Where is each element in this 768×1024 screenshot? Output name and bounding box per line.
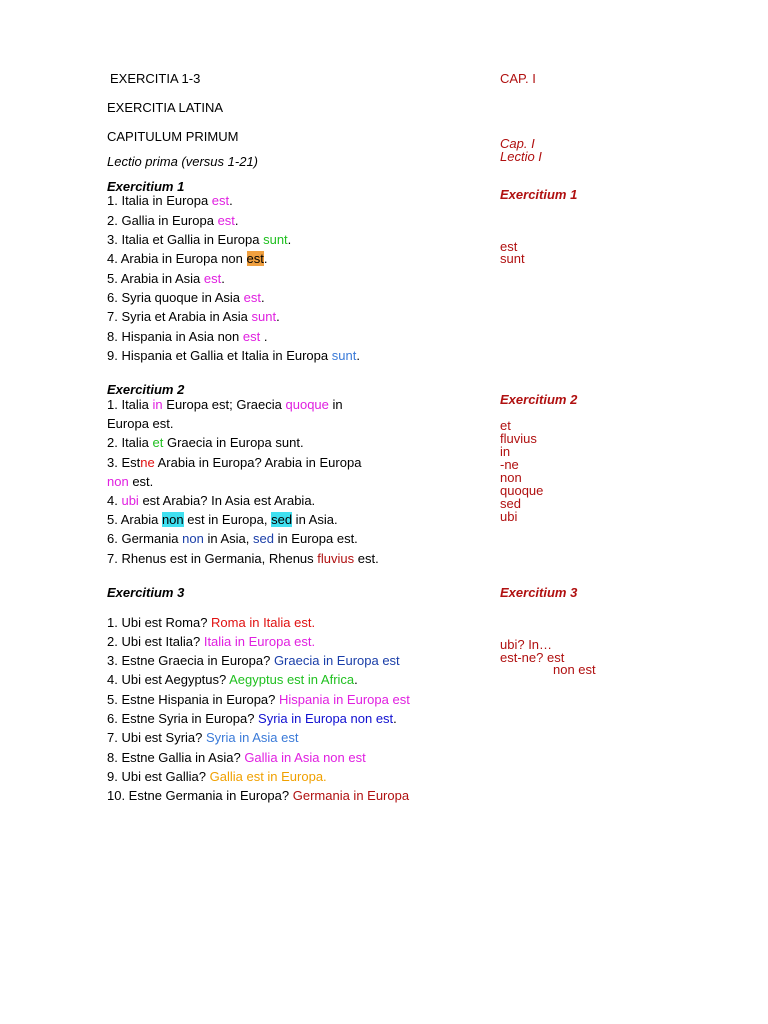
- ex3-line: 6. Estne Syria in Europa? Syria in Europa non est.: [107, 711, 397, 726]
- ex2-line: non est.: [107, 474, 154, 489]
- ex2-line: 7. Rhenus est in Germania, Rhenus fluvius est.: [107, 551, 379, 566]
- ex2-title: Exercitium 2: [107, 382, 185, 397]
- ex3-title: Exercitium 3: [107, 585, 185, 600]
- ex2-line: 2. Italia et Graecia in Europa sunt.: [107, 435, 304, 450]
- margin-cap-top: CAP. I: [500, 71, 536, 86]
- ex3-line: 7. Ubi est Syria? Syria in Asia est: [107, 730, 299, 745]
- ex1-line: 4. Arabia in Europa non est.: [107, 251, 268, 266]
- margin-ex3-word: est-ne? est: [500, 650, 565, 665]
- ex1-line: 5. Arabia in Asia est.: [107, 271, 225, 286]
- margin-ex2-word: sed: [500, 496, 521, 511]
- ex1-line: 2. Gallia in Europa est.: [107, 213, 239, 228]
- margin-lectio: Lectio I: [500, 149, 542, 164]
- margin-ex2-title: Exercitium 2: [500, 392, 578, 407]
- margin-cap: Cap. I: [500, 136, 535, 151]
- margin-ex2-word: -ne: [500, 457, 519, 472]
- ex2-line: Europa est.: [107, 416, 174, 431]
- margin-ex3-word: ubi? In…: [500, 637, 553, 652]
- ex3-line: 10. Estne Germania in Europa? Germania in Europa: [107, 788, 410, 803]
- ex1-line: 9. Hispania et Gallia et Italia in Europa sunt.: [107, 348, 360, 363]
- margin-ex1-word: sunt: [500, 251, 525, 266]
- ex3-line: 8. Estne Gallia in Asia? Gallia in Asia non est: [107, 750, 366, 765]
- ex2-line: 6. Germania non in Asia, sed in Europa est.: [107, 531, 358, 546]
- margin-ex1-word: est: [500, 239, 518, 254]
- ex3-line: 4. Ubi est Aegyptus? Aegyptus est in Africa.: [107, 672, 358, 687]
- margin-ex3-title: Exercitium 3: [500, 585, 578, 600]
- margin-ex1-title: Exercitium 1: [500, 187, 578, 202]
- ex1-line: 3. Italia et Gallia in Europa sunt.: [107, 232, 292, 247]
- margin-ex2-word: quoque: [500, 483, 544, 498]
- margin-ex2-word: in: [500, 444, 511, 459]
- margin-ex3-word: non est: [553, 662, 596, 677]
- highlighted-word: sed: [271, 512, 293, 527]
- ex3-line: 1. Ubi est Roma? Roma in Italia est.: [107, 615, 316, 630]
- margin-ex2-word: ubi: [500, 509, 518, 524]
- ex1-line: 6. Syria quoque in Asia est.: [107, 290, 265, 305]
- margin-ex2-word: non: [500, 470, 522, 485]
- ex1-title: Exercitium 1: [107, 179, 185, 194]
- margin-ex2-word: et: [500, 418, 511, 433]
- document-title: EXERCITIA 1-3: [110, 71, 201, 86]
- ex2-line: 3. Estne Arabia in Europa? Arabia in Europa: [107, 455, 362, 470]
- ex3-line: 2. Ubi est Italia? Italia in Europa est.: [107, 634, 316, 649]
- highlighted-word: non: [161, 512, 184, 527]
- lesson-heading: Lectio prima (versus 1-21): [107, 154, 258, 169]
- chapter-heading: CAPITULUM PRIMUM: [107, 129, 239, 144]
- ex2-line: 5. Arabia non est in Europa, sed in Asia.: [107, 512, 338, 527]
- ex3-line: 5. Estne Hispania in Europa? Hispania in Europa est: [107, 692, 410, 707]
- ex3-line: 9. Ubi est Gallia? Gallia est in Europa.: [107, 769, 327, 784]
- ex2-line: 4. ubi est Arabia? In Asia est Arabia.: [107, 493, 316, 508]
- highlighted-word: est: [246, 251, 264, 266]
- ex3-line: 3. Estne Graecia in Europa? Graecia in Europa est: [107, 653, 400, 668]
- ex1-line: 7. Syria et Arabia in Asia sunt.: [107, 309, 280, 324]
- margin-ex2-word: fluvius: [500, 431, 537, 446]
- ex1-line: 8. Hispania in Asia non est .: [107, 329, 268, 344]
- ex2-line: 1. Italia in Europa est; Graecia quoque in: [107, 397, 343, 412]
- document-subtitle: EXERCITIA LATINA: [107, 100, 224, 115]
- ex1-line: 1. Italia in Europa est.: [107, 193, 233, 208]
